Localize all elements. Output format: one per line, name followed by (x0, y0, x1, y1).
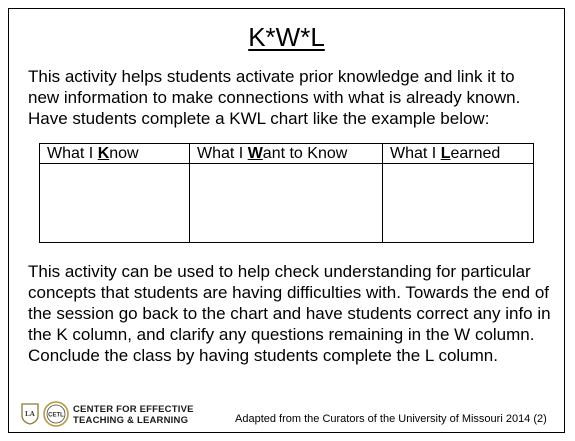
svg-text:LA: LA (25, 410, 35, 418)
cetl-wordmark: CENTER FOR EFFECTIVE TEACHING & LEARNING (73, 404, 194, 426)
kwl-body-row (40, 164, 534, 243)
kwl-header-want: What I Want to Know (190, 144, 383, 164)
page-title: K*W*L (248, 22, 325, 52)
intro-paragraph: This activity helps students activate prior knowledge and link it to new information to make connections with what is already known. Have students complete a KWL chart like the example below: (28, 67, 521, 128)
footer (21, 401, 561, 429)
attribution-credit: Adapted from the Curators of the University of Missouri 2014 (2) (235, 413, 547, 425)
activity-card (8, 8, 565, 433)
kwl-cell-learned (383, 164, 534, 243)
kwl-header-know: What I Know (40, 144, 190, 164)
cetl-logo-icon (43, 401, 69, 427)
kwl-cell-want (190, 164, 383, 243)
kwl-header-row (40, 144, 534, 164)
svg-text:CETL: CETL (48, 412, 64, 419)
outro-paragraph: This activity can be used to help check understanding for particular concepts that students are having difficulties with. Towards the end of the session go back to the chart and have students correct any info in the K column, and clarify any questions remaining in the W column. Conclude the class by having students complete the L column. (28, 262, 551, 365)
kwl-cell-know (40, 164, 190, 243)
la-shield-logo-icon (21, 403, 39, 425)
kwl-chart (39, 143, 534, 243)
kwl-header-learned: What I Learned (383, 144, 534, 164)
